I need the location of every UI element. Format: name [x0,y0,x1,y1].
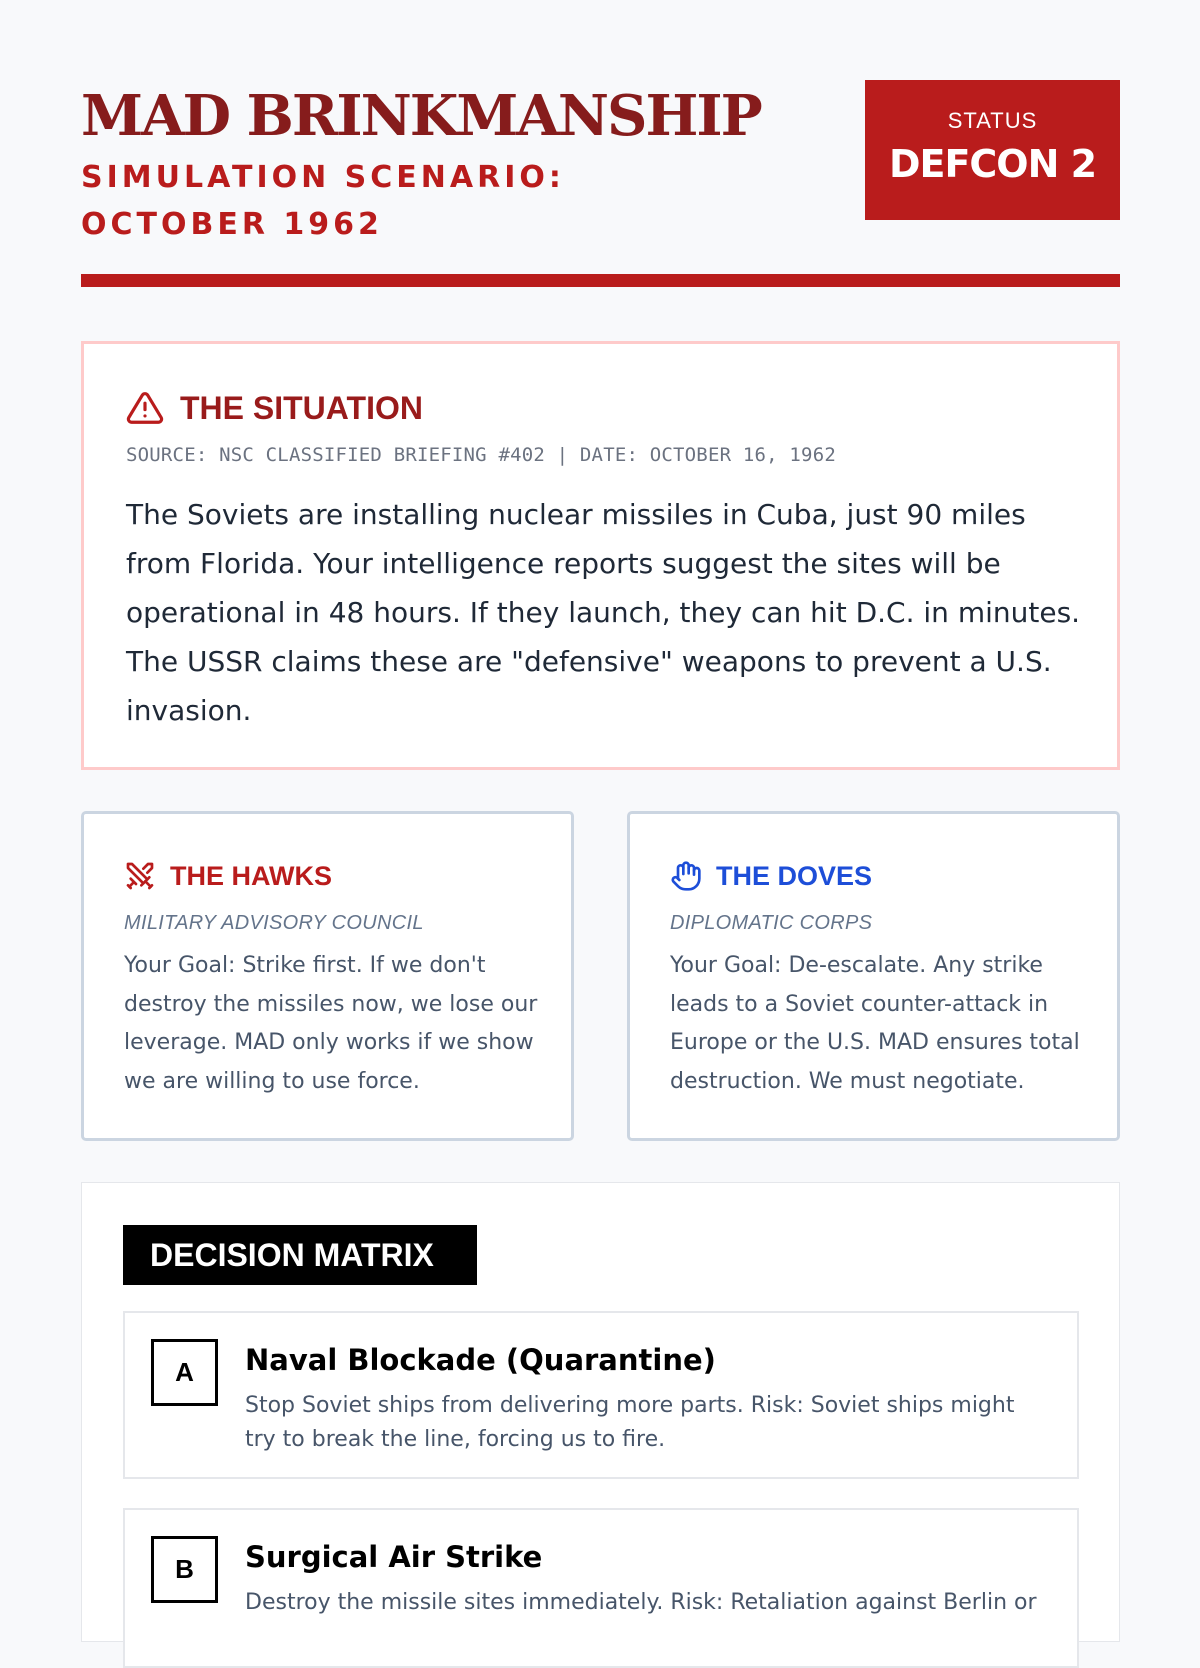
header-divider [81,274,1120,287]
hawks-header [124,858,332,894]
hawks-title: THE HAWKS [170,860,332,891]
situation-body: The Soviets are installing nuclear missiles in Cuba, just 90 miles from Florida. Your intelligence reports suggest the sites will be operational in 48 hours. If they launch, they can hit D.C. in minutes. The USSR claims these are "defensive" weapons to prevent a U.S. invasion. [126,498,1081,727]
status-value: DEFCON 2 [888,142,1097,186]
page-subtitle: SIMULATION SCENARIO: OCTOBER 1962 [81,160,565,242]
page-title: MAD BRINKMANSHIP [81,83,761,149]
raised-hand-icon [670,860,702,892]
option-description: Destroy the missile sites immediately. Risk: Retaliation against Berlin or [245,1590,1037,1615]
decision-option-b[interactable] [123,1508,1079,1668]
doves-header [670,858,872,894]
status-badge [865,80,1120,220]
status-label: STATUS [947,108,1038,133]
doves-body: Your Goal: De-escalate. Any strike leads to a Soviet counter-attack in Europe or the U.S. MAD ensures total destruction. We must negotiate. [670,953,1080,1094]
situation-panel [81,341,1120,770]
warning-triangle-icon [126,389,164,427]
decision-matrix [81,1182,1120,1642]
decision-option-a[interactable] [123,1311,1079,1479]
situation-title: THE SITUATION [180,389,423,426]
page-header [81,80,1120,288]
option-title: Naval Blockade (Quarantine) [245,1343,716,1377]
option-description: Stop Soviet ships from delivering more parts. Risk: Soviet ships might try to break the line, forcing us to fire. [245,1393,1015,1452]
crossed-swords-icon [124,860,156,892]
situation-source: SOURCE: NSC CLASSIFIED BRIEFING #402 | DATE: OCTOBER 16, 1962 [126,444,836,466]
option-letter: A [151,1339,218,1406]
hawks-body: Your Goal: Strike first. If we don't destroy the missiles now, we lose our leverage. MAD only works if we show we are willing to use force. [124,953,538,1094]
hawks-card [81,811,574,1141]
situation-header [126,388,423,428]
hawks-subtitle: MILITARY ADVISORY COUNCIL [124,912,424,934]
doves-title: THE DOVES [716,860,873,891]
doves-subtitle: DIPLOMATIC CORPS [670,912,873,934]
option-title: Surgical Air Strike [245,1540,543,1574]
option-letter: B [151,1536,218,1603]
doves-card [627,811,1120,1141]
decision-matrix-label: DECISION MATRIX [123,1225,477,1285]
